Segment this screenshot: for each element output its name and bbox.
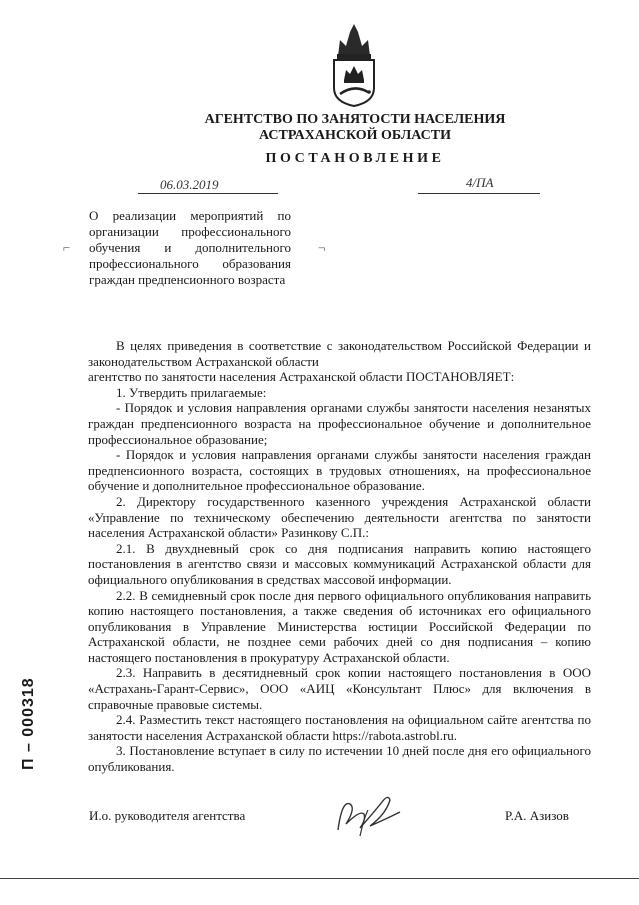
preamble: В целях приведения в соответствие с законодательством Российской Федерации и законодательством Астраханской области [88, 338, 591, 369]
bottom-rule [0, 878, 639, 879]
clause-1-item-1: - Порядок и условия направления органами службы занятости населения незанятых граждан предпенсионного возраста на профессиональное обучение и дополнительное профессиональное образование; [88, 400, 591, 447]
date-underline [138, 193, 278, 194]
handwritten-signature-icon [330, 790, 410, 842]
document-body [88, 338, 591, 775]
resolves-line: агентство по занятости населения Астраханской области ПОСТАНОВЛЯЕТ: [88, 369, 515, 385]
clause-3: 3. Постановление вступает в силу по истечении 10 дней после дня его официального опубликования. [88, 743, 591, 775]
agency-line-1: АГЕНТСТВО ПО ЗАНЯТОСТИ НАСЕЛЕНИЯ [204, 112, 506, 127]
clause-1-item-2: - Порядок и условия направления органами службы занятости населения граждан предпенсионного возраста, состоящих в трудовых отношениях, на профессиональное обучение и дополнительное профессиональное образование. [88, 447, 591, 494]
agency-name [190, 112, 520, 144]
number-underline [418, 193, 540, 194]
clause-2-4: 2.4. Разместить текст настоящего постановления на официальном сайте агентства по занятости населения Астраханской области https://rabota.astrobl.ru. [88, 712, 591, 743]
clause-1: 1. Утвердить прилагаемые: [116, 384, 267, 400]
clause-2-1: 2.1. В двухдневный срок со дня подписания направить копию настоящего постановления в агентство связи и массовых коммуникаций Астраханской области для официального опубликования в средствах массовой информации. [88, 540, 591, 587]
signatory-role: И.о. руководителя агентства [89, 808, 246, 823]
clause-2-3: 2.3. Направить в десятидневный срок копии настоящего постановления в ООО «Астрахань-Гарант-Сервис», ООО «АИЦ «Консультант Плюс» для включения в справочные правовые системы. [88, 665, 591, 712]
document-subject: О реализации мероприятий по организации профессионального обучения и дополнительного профессионального образования граждан предпенсионного возраста [89, 208, 291, 287]
agency-line-2: АСТРАХАНСКОЙ ОБЛАСТИ [258, 128, 451, 143]
signatory-name: Р.А. Азизов [505, 808, 569, 823]
side-registration-number: П – 000318 [20, 677, 37, 770]
clause-2: 2. Директору государственного казенного учреждения Астраханской области «Управление по техническому обеспечению деятельности агентства по занятости населения Астраханской области» Разинкову С.П.: [88, 493, 591, 541]
document-number: 4/ПА [466, 175, 494, 190]
document-type: ПОСТАНОВЛЕНИЕ [265, 151, 445, 166]
clause-2-2: 2.2. В семидневный срок после дня первого официального опубликования направить копию настоящего постановления, а также сведения об источниках его официального опубликования в Управление Министерства юстиции Российской Федерации по Астраханской области, не позднее семи рабочих дней со дня подписания – копию настоящего постановления в прокуратуру Астраханской области. [88, 587, 591, 665]
subject-bracket-right: ¬ [318, 240, 326, 255]
document-date: 06.03.2019 [160, 177, 219, 192]
astrakhan-coat-of-arms-icon [328, 22, 380, 108]
subject-bracket-left: ⌐ [63, 240, 71, 255]
